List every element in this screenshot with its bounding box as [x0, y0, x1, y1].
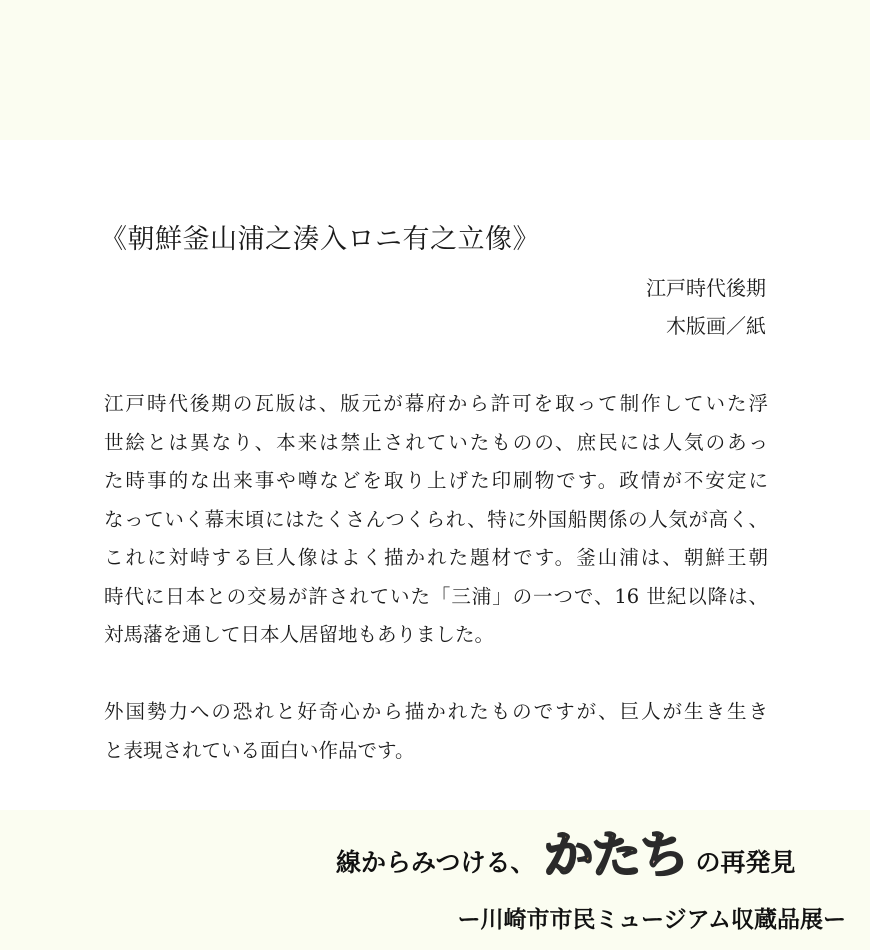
top-band	[0, 0, 870, 140]
exhibition-title-prefix: 線からみつける、	[336, 848, 536, 877]
artwork-medium: 木版画／紙	[666, 314, 766, 338]
exhibition-title	[336, 828, 796, 894]
katachi-logo	[543, 826, 688, 884]
description-paragraph-1	[104, 385, 768, 655]
description-paragraph-2	[104, 693, 768, 770]
artwork-title: 《朝鮮釜山浦之湊入ロニ有之立像》	[100, 224, 540, 255]
text-line: 世絵とは異なり、本来は禁止されていたものの、庶民には人気のあっ	[104, 430, 768, 454]
text-line: なっていく幕末頃にはたくさんつくられ、特に外国船関係の人気が高く、	[104, 507, 768, 531]
text-line: と表現されている面白い作品です。	[104, 738, 415, 762]
katachi-char: た	[591, 826, 640, 884]
katachi-char: か	[543, 826, 592, 884]
exhibition-title-suffix: の再発見	[695, 848, 796, 877]
exhibition-subtitle: ー川崎市市民ミュージアム収蔵品展ー	[457, 907, 846, 933]
text-line: 江戸時代後期の瓦版は、版元が幕府から許可を取って制作していた浮	[104, 392, 768, 415]
text-line: 時代に日本との交易が許されていた「三浦」の一つで、16 世紀以降は、	[104, 584, 768, 608]
text-line: 対馬藩を通して日本人居留地もありました。	[104, 623, 495, 646]
text-line: これに対峙する巨人像はよく描かれた題材です。釜山浦は、朝鮮王朝	[104, 546, 768, 569]
katachi-char: ち	[639, 826, 688, 884]
artwork-period: 江戸時代後期	[646, 276, 766, 300]
text-line: 外国勢力への恐れと好奇心から描かれたものですが、巨人が生き生き	[104, 700, 768, 723]
text-line: た時事的な出来事や噂などを取り上げた印刷物です。政情が不安定に	[104, 469, 768, 492]
